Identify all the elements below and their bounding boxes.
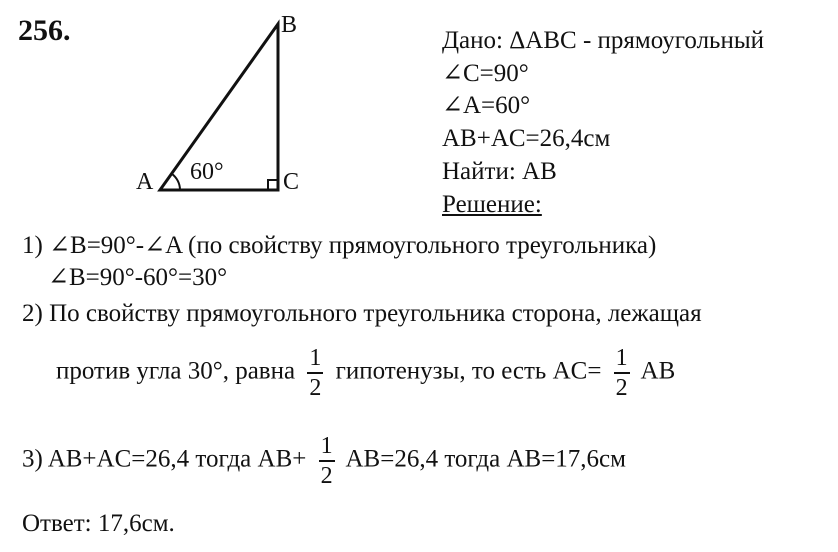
step3-text-b: AB=26,4 тогда AB=17,6см — [345, 445, 626, 473]
angle-arc-a — [172, 174, 180, 190]
fraction-denominator: 2 — [320, 463, 333, 489]
fraction-numerator: 1 — [614, 346, 630, 374]
fraction-half — [614, 346, 630, 400]
step3-line — [22, 434, 626, 488]
step2-line1: 2) По свойству прямоугольного треугольника сторона, лежащая — [22, 300, 702, 327]
step1-line2: ∠B=90°-60°=30° — [48, 264, 228, 291]
fraction-numerator: 1 — [319, 434, 335, 462]
given-line-3: ∠A=60° — [442, 92, 531, 119]
step2-text-b: гипотенузы, то есть AC= — [335, 357, 602, 385]
fraction-denominator: 2 — [615, 375, 628, 401]
step2-text-c: AB — [640, 357, 676, 385]
step1-line1: 1) ∠B=90°-∠A (по свойству прямоугольного треугольника) — [22, 232, 657, 259]
fraction-half — [319, 434, 335, 488]
fraction-half — [307, 346, 323, 400]
vertex-label-b: B — [281, 12, 298, 38]
solution-heading: Решение: — [442, 191, 542, 218]
vertex-label-a: A — [136, 169, 154, 195]
angle-label-a: 60° — [190, 159, 224, 185]
answer-line: Ответ: 17,6см. — [22, 510, 175, 537]
step3-text-a: 3) AB+AC=26,4 тогда AB+ — [22, 445, 307, 473]
given-line-1: Дано: ΔABC - прямоугольный — [442, 27, 765, 54]
step2-text-a: против угла 30°, равна — [56, 357, 296, 385]
vertex-label-c: C — [283, 169, 300, 195]
step2-line2 — [56, 346, 675, 400]
given-line-4: AB+AC=26,4см — [442, 125, 611, 152]
given-line-2: ∠C=90° — [442, 60, 529, 87]
find-line: Найти: AB — [442, 158, 557, 185]
fraction-numerator: 1 — [307, 346, 323, 374]
fraction-denominator: 2 — [309, 375, 322, 401]
problem-number: 256. — [18, 14, 71, 47]
